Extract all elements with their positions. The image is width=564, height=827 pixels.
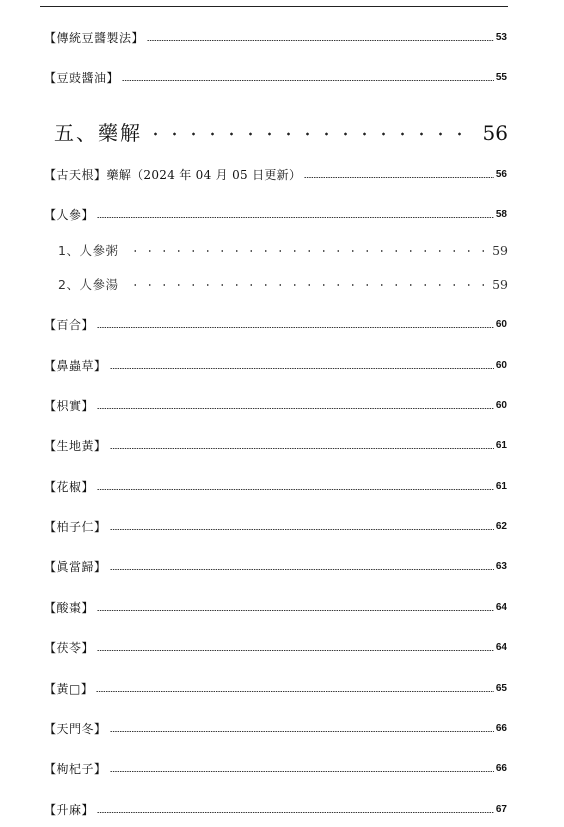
toc-page-number: 66 xyxy=(495,763,507,774)
toc-subentry-label: 2、人參湯 xyxy=(58,277,119,292)
toc-subentry-ginseng-porridge[interactable] xyxy=(58,243,508,259)
toc-entry-label: 【天門冬】 xyxy=(44,722,107,736)
toc-page-number: 67 xyxy=(495,804,507,815)
toc-entry-label: 【枸杞子】 xyxy=(44,762,107,776)
toc-entry-label: 【升麻】 xyxy=(44,803,95,817)
toc-subentry-label: 1、人參粥 xyxy=(58,243,119,258)
dot-leader xyxy=(110,769,494,773)
toc-page-number: 61 xyxy=(495,481,507,492)
toc-page-number: 58 xyxy=(495,209,507,220)
toc-entry-cimicifuga[interactable] xyxy=(44,802,507,818)
dot-leader xyxy=(110,527,494,531)
toc-entry-poria[interactable] xyxy=(44,640,507,656)
toc-entry-label: 【百合】 xyxy=(44,318,95,332)
toc-entry-note: 藥解（2024 年 04 月 05 日更新） xyxy=(106,168,302,182)
toc-entry-arborvitae-seed[interactable] xyxy=(44,519,507,535)
dot-leader xyxy=(122,78,494,82)
toc-entry-label: 【傳統豆醬製法】 xyxy=(44,31,145,45)
toc-entry-goji[interactable] xyxy=(44,761,507,777)
toc-entry-jujube[interactable] xyxy=(44,600,507,616)
toc-entry-label: 【花椒】 xyxy=(44,480,95,494)
dot-leader xyxy=(128,282,486,288)
toc-entry-label: 【生地黃】 xyxy=(44,439,107,453)
dot-leader xyxy=(97,215,494,219)
toc-entry-fermented-soy-sauce[interactable] xyxy=(44,70,507,86)
toc-entry-rehmannia[interactable] xyxy=(44,438,507,454)
toc-entry-label: 【人參】 xyxy=(44,208,95,222)
toc-entry-label: 【眞當歸】 xyxy=(44,560,107,574)
dot-leader xyxy=(97,608,494,612)
dot-leader xyxy=(97,325,494,329)
toc-entry-lily[interactable] xyxy=(44,317,507,333)
toc-page-number: 59 xyxy=(492,277,508,292)
toc-entry-label: 【鼻蟲草】 xyxy=(44,359,107,373)
toc-entry-label: 【柏子仁】 xyxy=(44,520,107,534)
toc-entry-label: 【豆豉醬油】 xyxy=(44,71,120,85)
toc-page-number: 61 xyxy=(495,440,507,451)
toc-page-number: 59 xyxy=(492,243,508,258)
dot-leader xyxy=(110,446,494,450)
toc-entry-label: 【酸棗】 xyxy=(44,601,95,615)
dot-leader xyxy=(146,130,471,138)
toc-entry-angelica[interactable] xyxy=(44,559,507,575)
toc-page-number: 55 xyxy=(495,72,507,83)
dot-leader xyxy=(128,248,486,254)
toc-entry-traditional-bean-paste[interactable] xyxy=(44,30,507,46)
toc-entry-sichuan-pepper[interactable] xyxy=(44,479,507,495)
toc-entry-cordyceps[interactable] xyxy=(44,358,507,374)
toc-page-number: 60 xyxy=(495,360,507,371)
toc-page-number: 56 xyxy=(495,169,507,180)
toc-entry-ginseng[interactable] xyxy=(44,207,507,223)
toc-page-number: 65 xyxy=(495,683,507,694)
toc-entry-asparagus[interactable] xyxy=(44,721,507,737)
dot-leader xyxy=(97,406,494,410)
toc-page-number: 64 xyxy=(495,642,507,653)
dot-leader xyxy=(97,648,494,652)
toc-page-number: 60 xyxy=(495,400,507,411)
toc-page-number: 63 xyxy=(495,561,507,572)
chapter-title: 五、藥解 xyxy=(54,121,142,145)
dot-leader xyxy=(110,567,494,571)
toc-entry-label: 【枳實】 xyxy=(44,399,95,413)
toc-entry-zhishi[interactable] xyxy=(44,398,507,414)
toc-entry-label: 【茯苓】 xyxy=(44,641,95,655)
dot-leader xyxy=(96,689,494,693)
dot-leader xyxy=(97,810,494,814)
dot-leader xyxy=(147,38,494,42)
toc-entry-label: 【黃□】 xyxy=(44,682,94,696)
toc-chapter-heading[interactable] xyxy=(54,120,508,146)
dot-leader xyxy=(97,487,494,491)
toc-entry-huang[interactable] xyxy=(44,681,507,697)
toc-page-number: 53 xyxy=(495,32,507,43)
toc-page-number: 64 xyxy=(495,602,507,613)
dot-leader xyxy=(304,175,494,179)
toc-page-number: 62 xyxy=(495,521,507,532)
toc-subentry-ginseng-soup[interactable] xyxy=(58,277,508,293)
dot-leader xyxy=(110,729,494,733)
toc-entry-gutiangen[interactable] xyxy=(44,167,507,183)
chapter-page-number: 56 xyxy=(482,121,508,145)
toc-page-number: 60 xyxy=(495,319,507,330)
toc-entry-label: 【古天根】 xyxy=(44,168,107,182)
dot-leader xyxy=(110,366,494,370)
toc-page-number: 66 xyxy=(495,723,507,734)
